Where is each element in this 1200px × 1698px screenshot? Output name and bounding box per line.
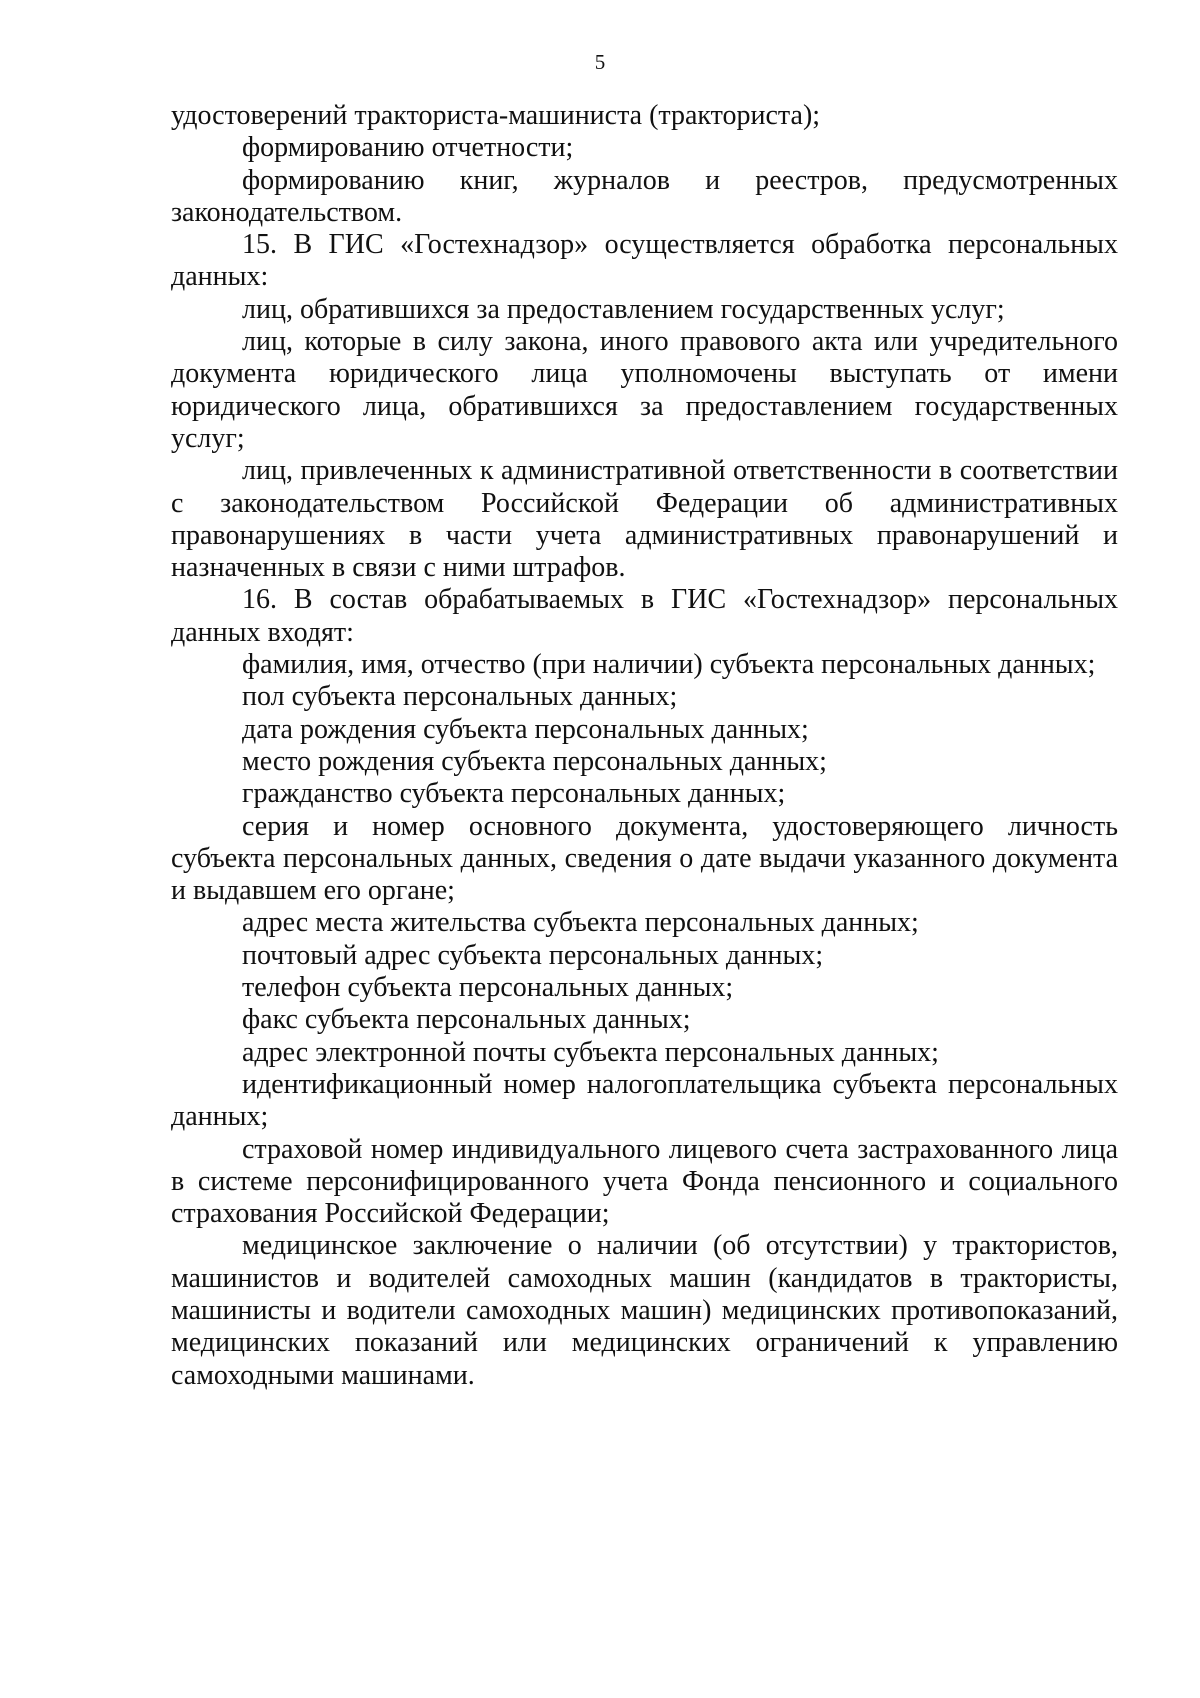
list-item: адрес места жительства субъекта персональных данных; [242, 907, 919, 939]
paragraph: формированию отчетности; [242, 132, 574, 164]
list-item: фамилия, имя, отчество (при наличии) субъекта персональных данных; [242, 649, 1096, 681]
list-item: идентификационный номер налогоплательщика субъекта персональных данных; [171, 1068, 1118, 1133]
list-item: страховой номер индивидуального лицевого счета застрахованного лица в системе персонифицированного учета Фонда пенсионного и социального страхования Российской Федерации; [171, 1133, 1118, 1230]
list-item: лиц, которые в силу закона, иного правового акта или учредительного документа юридического лица уполномочены выступать от имени юридического лица, обратившихся за предоставлением государственных услуг; [171, 326, 1118, 454]
list-item: медицинское заключение о наличии (об отсутствии) у трактористов, машинистов и водителей самоходных машин (кандидатов в трактористы, машинисты и водители самоходных машин) медицинских противопоказаний, медицинских показаний или медицинских ограничений к управлению самоходными машинами. [171, 1230, 1118, 1391]
list-item: телефон субъекта персональных данных; [242, 972, 734, 1004]
list-item: серия и номер основного документа, удостоверяющего личность субъекта персональных данных, сведения о дате выдачи указанного документа и выдавшем его органе; [171, 810, 1118, 907]
list-item: почтовый адрес субъекта персональных данных; [242, 939, 824, 971]
page-number: 5 [594, 50, 606, 74]
list-item: факс субъекта персональных данных; [242, 1004, 691, 1036]
list-item: место рождения субъекта персональных данных; [242, 745, 827, 777]
list-item: пол субъекта персональных данных; [242, 681, 678, 713]
list-item: гражданство субъекта персональных данных; [242, 778, 786, 810]
paragraph: формированию книг, журналов и реестров, предусмотренных законодательством. [171, 164, 1118, 228]
document-body [171, 100, 1118, 1392]
list-item: адрес электронной почты субъекта персональных данных; [242, 1036, 939, 1068]
list-item: дата рождения субъекта персональных данных; [242, 713, 809, 745]
paragraph-continuation: удостоверений тракториста-машиниста (тракториста); [171, 100, 821, 131]
clause-15: 15. В ГИС «Гостехнадзор» осуществляется обработка персональных данных: [171, 229, 1118, 293]
list-item: лиц, привлеченных к административной ответственности в соответствии с законодательством Российской Федерации об административных правонарушениях в части учета административных правонарушений и назначенных в связи с ними штрафов. [171, 455, 1118, 584]
list-item: лиц, обратившихся за предоставлением государственных услуг; [242, 293, 1005, 325]
clause-16: 16. В состав обрабатываемых в ГИС «Гостехнадзор» персональных данных входят: [171, 584, 1118, 648]
